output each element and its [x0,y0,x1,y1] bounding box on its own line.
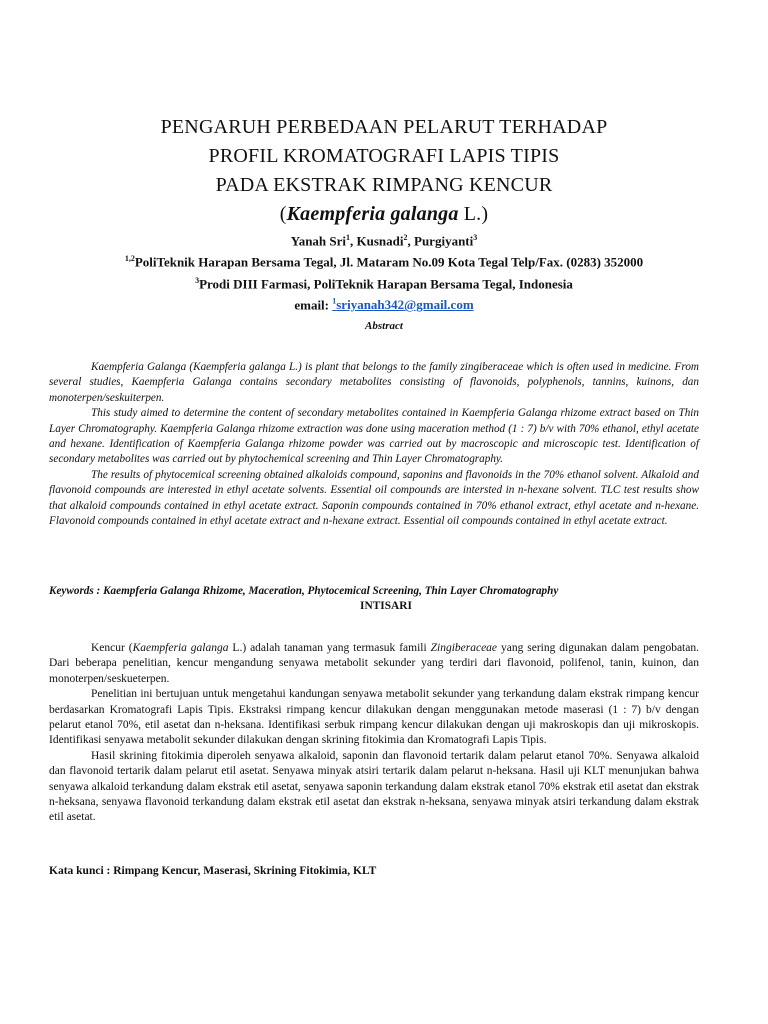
title-line-3: PADA EKSTRAK RIMPANG KENCUR [215,174,553,196]
affiliation-1-sup: 1,2 [124,254,135,264]
author-1: Yanah Sri [290,233,347,249]
author-1-sup: 1 [346,233,351,242]
intisari-paragraph-2: Penelitian ini bertujuan untuk mengetahui kandungan senyawa metabolit sekunder yang terkandung dalam ekstrak rimpang kencur berdasarkan Kromatografi Lapis Tipis. Ekstraksi rimpang kencur dilakukan dengan menggunakan metode maserasi (1 : 7) b/v dengan pelarut etanol 70%, etil asetat dan n-heksana. Identifikasi serbuk rimpang kencur dilakukan dengan uji makroskopis dan uji mikroskopis. Identifikasi senyawa metabolit sekunder dilakukan dengan skrining fitokimia dan Kromatografi Lapis Tipis. [49,688,699,747]
abstract-paragraph-2: This study aimed to determine the content of secondary metabolites contained in Kaempferia Galanga rhizome extract based on Thin Layer Chromatography. Kaempferia Galanga rhizome extraction was done using maceration method (1 : 7) b/v with 70% ethanol, ethyl acetate and hexane. Identification of Kaempferia Galanga rhizome powder was carried out by macroscopic and microscopic test. Identification of secondary metabolites was carried out by phytochemical screening and Thin Layer Chromatography. [49,407,699,466]
email-sup: 1 [332,296,337,306]
title-scientific-name: Kaempferia galanga [286,203,459,225]
keywords: Keywords : Kaempferia Galanga Rhizome, Maceration, Phytocemical Screening, Thin Layer Chromatography [49,585,559,597]
intisari-p1-scientific-name: Kaempferia galanga [132,642,229,654]
intisari-paragraph-1 [49,641,699,687]
email-line [0,293,768,314]
affiliation-1-text: PoliTeknik Harapan Bersama Tegal, Jl. Mataram No.09 Kota Tegal Telp/Fax. (0283) 352000 [134,254,644,270]
affiliation-2-text: Prodi DIII Farmasi, PoliTeknik Harapan Bersama Tegal, Indonesia [199,275,573,291]
abstract-heading: Abstract [365,320,403,332]
title-line-4 [0,200,768,229]
email-address: sriyanah342@gmail.com [336,297,474,313]
kata-kunci: Kata kunci : Rimpang Kencur, Maserasi, Skrining Fitokimia, KLT [49,865,377,877]
author-3-sup: 3 [473,233,478,242]
intisari-p1-c: yang sering digunakan dalam pengobatan. Dari beberapa penelitian, kencur mengandung senyawa metabolit sekunder yang terdiri dari flavonoid, polifenol, tanin, kuinon, dan monoterpen/seskueterpen. [49,642,699,685]
intisari-p1-a: Kencur ( [91,642,133,654]
intisari-p1-family: Zingiberaceae [430,642,498,654]
author-2-sup: 2 [403,233,408,242]
intisari-heading: INTISARI [360,600,412,612]
author-names [0,229,768,250]
title-paren-open: ( [279,203,287,225]
title-line-1: PENGARUH PERBEDAAN PELARUT TERHADAP [160,116,608,138]
author-block [0,229,768,314]
paper-title [0,113,768,229]
affiliation-2-sup: 3 [195,275,200,285]
intisari-paragraph-3: Hasil skrining fitokimia diperoleh senyawa alkaloid, saponin dan flavonoid tertarik dalam pelarut etanol 70%. Senyawa alkaloid dan flavonoid tertarik dalam pelarut etil asetat. Senyawa minyak atsiri tertarik dalam pelarut n-heksana. Hasil uji KLT menunjukan bahwa senyawa alkaloid terkandung dalam ekstrak etil asetat, senyawa saponin terkandung dalam ekstrak etanol 70% ekstrak etil asetat dan ekstrak n-heksana, senyawa flavonoid terkandung dalam ekstrak etil asetat dan ekstrak n-heksana, senyawa minyak atsiri terkandung dalam ekstrak etil asetat. [49,749,699,824]
abstract-body [49,360,699,529]
affiliation-1 [0,250,768,271]
author-3: , Purgiyanti [407,233,474,249]
abstract-paragraph-1: Kaempferia Galanga (Kaempferia galanga L.) is plant that belongs to the family zingiberaceae which is often used in medicine. From several studies, Kaempferia Galanga contains secondary metabolites consisting of flavonoids, polyphenols, tannins, kuinons, dan monoterpen/seskuiterpen. [49,361,699,404]
email-link[interactable] [332,297,473,312]
title-paren-close: L.) [458,203,489,225]
author-2: , Kusnadi [350,233,404,249]
affiliation-2 [0,272,768,293]
email-label: email: [294,297,333,313]
title-line-2: PROFIL KROMATOGRAFI LAPIS TIPIS [208,145,560,167]
intisari-p1-b: L.) adalah tanaman yang termasuk famili [228,642,431,654]
intisari-body [49,641,699,826]
abstract-paragraph-3: The results of phytocemical screening obtained alkaloids compound, saponins and flavonoids in the 70% ethanol solvent. Alkaloid and flavonoid compounds are interested in ethyl acetate solvents. Essential oil compounds are intersted in n-hexane solvent. TLC test results show that alkaloid compounds contained in ethyl acetate extract. Saponin compounds contained in 70% ethanol extract, ethyl acetate and n-hexane. Flavonoid compounds contained in ethyl acetate extract and n-hexane extract. Essential oil compounds contained in ethyl acetate extract. [49,468,699,528]
